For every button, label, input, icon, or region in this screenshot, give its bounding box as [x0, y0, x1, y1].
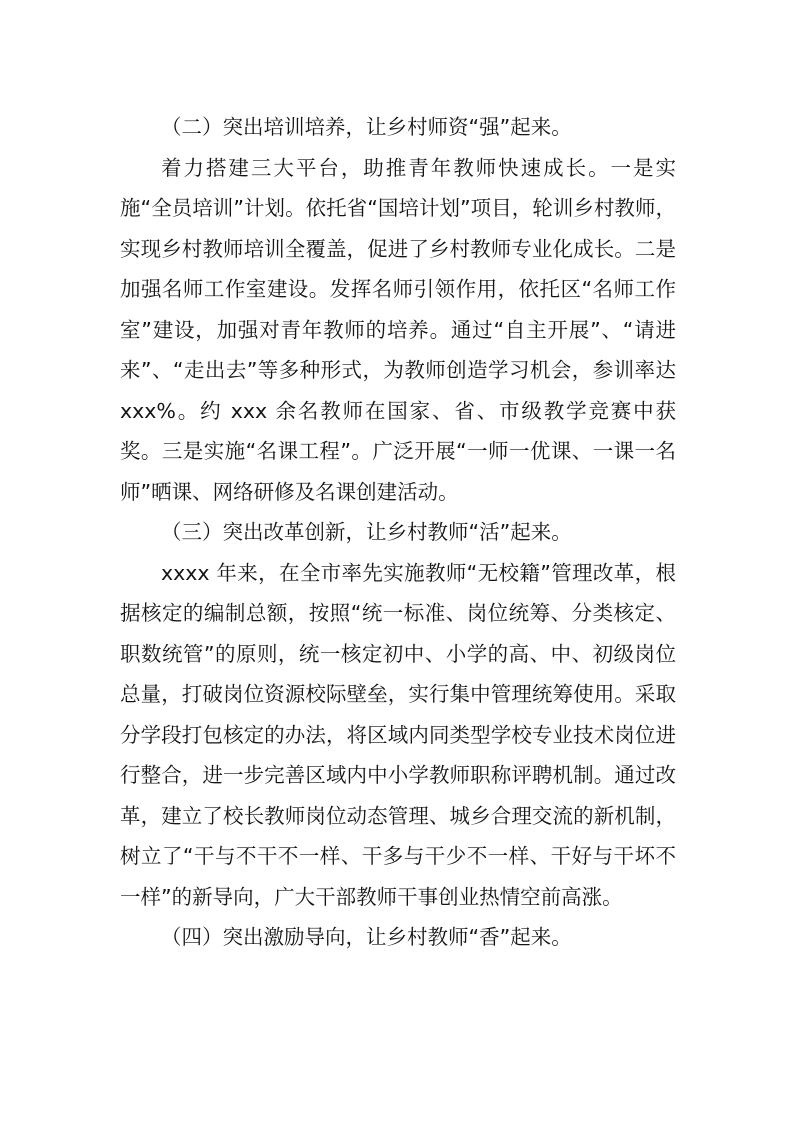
section-paragraph-2: 着力搭建三大平台，助推青年教师快速成长。一是实施“全员培训”计划。依托省“国培计划”项目，轮训乡村教师，实现乡村教师培训全覆盖，促进了乡村教师专业化成长。二是加强名师工作室建设。发挥名师引领作用，依托区“名师工作室”建设，加强对青年教师的培养。通过“自主开展”、“请进来”、“走出去”等多种形式，为教师创造学习机会，参训率达 xxx%。约 xxx 余名教师在国家、省、市级教学竞赛中获奖。三是实施“名课工程”。广泛开展“一师一优课、一课一名师”晒课、网络研修及名课创建活动。: [120, 155, 676, 504]
section-heading-2: （二）突出培训培养，让乡村师资“强”起来。: [161, 115, 572, 139]
section-paragraph-3: xxxx 年来，在全市率先实施教师“无校籍”管理改革，根据核定的编制总额，按照“统一标准、岗位统筹、分类核定、职数统管”的原则，统一核定初中、小学的高、中、初级岗位总量，打破岗位资源校际壁垒，实行集中管理统筹使用。采取分学段打包核定的办法，将区域内同类型学校专业技术岗位进行整合，进一步完善区域内中小学教师职称评聘机制。通过改革，建立了校长教师岗位动态管理、城乡合理交流的新机制，树立了“干与不干不一样、干多与干少不一样、干好与干坏不一样”的新导向，广大干部教师干事创业热情空前高涨。: [120, 560, 676, 909]
document-body: [120, 107, 676, 958]
section-heading-3: （三）突出改革创新，让乡村教师“活”起来。: [161, 520, 572, 544]
section-heading-4: （四）突出激励导向，让乡村教师“香”起来。: [161, 925, 572, 949]
